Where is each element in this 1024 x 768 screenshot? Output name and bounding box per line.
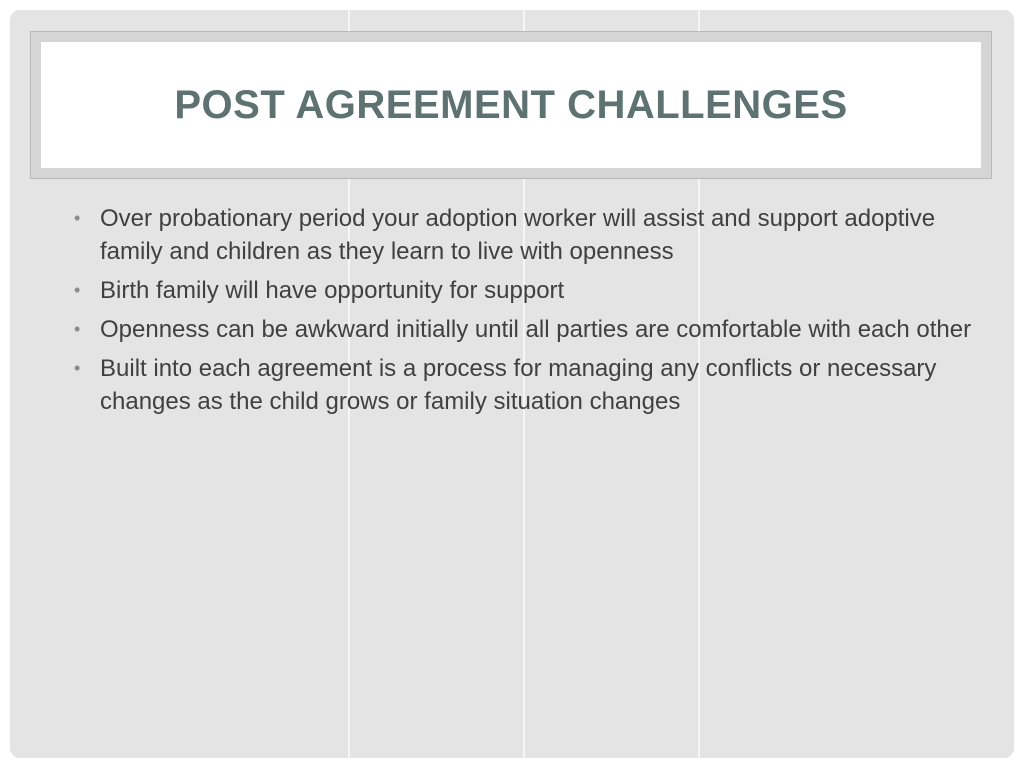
bullet-item	[72, 202, 972, 268]
bullet-text: Over probationary period your adoption worker will assist and support adoptive family and children as they learn to live with openness	[100, 205, 936, 265]
bullet-dot-icon: •	[74, 208, 81, 228]
bullet-text: Birth family will have opportunity for support	[100, 277, 565, 304]
slide	[10, 10, 1014, 758]
bullet-item	[72, 274, 972, 307]
bullet-dot-icon: •	[74, 280, 81, 300]
title-frame	[30, 31, 992, 179]
bullet-item	[72, 313, 972, 346]
bullet-list	[72, 202, 972, 424]
title-box	[41, 42, 981, 168]
bullet-text: Openness can be awkward initially until all parties are comfortable with each other	[100, 316, 972, 343]
bullet-text: Built into each agreement is a process for managing any conflicts or necessary changes as the child grows or family situation changes	[100, 355, 937, 415]
bullet-dot-icon: •	[74, 319, 81, 339]
slide-title: POST AGREEMENT CHALLENGES	[174, 82, 848, 127]
bullet-item	[72, 352, 972, 418]
bullet-dot-icon: •	[74, 358, 81, 378]
